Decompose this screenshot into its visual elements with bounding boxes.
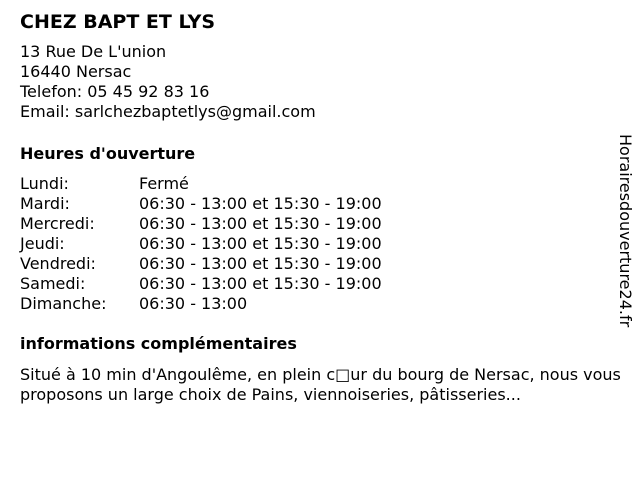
hours-row-tuesday: [20, 194, 382, 214]
opening-hours-table: [20, 174, 382, 314]
hours-row-thursday: [20, 234, 382, 254]
hours-row-saturday: [20, 274, 382, 294]
opening-hours-title: Heures d'ouverture: [20, 144, 196, 163]
additional-info-title: informations complémentaires: [20, 334, 297, 353]
hours-row-sunday: [20, 294, 382, 314]
time-value: 06:30 - 13:00 et 15:30 - 19:00: [139, 194, 382, 213]
hours-row-friday: [20, 254, 382, 274]
time-value: 06:30 - 13:00: [139, 294, 248, 313]
time-value: 06:30 - 13:00 et 15:30 - 19:00: [139, 234, 382, 253]
business-card: [20, 10, 621, 404]
time-value: 06:30 - 13:00 et 15:30 - 19:00: [139, 214, 382, 233]
time-value: Fermé: [139, 174, 189, 193]
day-label: Dimanche:: [20, 294, 107, 313]
email-address: Email: sarlchezbaptetlys@gmail.com: [20, 102, 316, 121]
contact-block: [20, 42, 616, 122]
time-value: 06:30 - 13:00 et 15:30 - 19:00: [139, 254, 382, 273]
hours-row-monday: [20, 174, 382, 194]
day-label: Mercredi:: [20, 214, 95, 233]
street-address: 13 Rue De L'union: [20, 42, 167, 61]
time-value: 06:30 - 13:00 et 15:30 - 19:00: [139, 274, 382, 293]
day-label: Vendredi:: [20, 254, 96, 273]
additional-info-text: Situé à 10 min d'Angoulême, en plein c□ur du bourg de Nersac, nous vous proposons un large choix de Pains, viennoiseries, pâtisseries...: [20, 365, 621, 404]
day-label: Lundi:: [20, 174, 69, 193]
site-watermark: Horairesdouverture24.fr: [616, 134, 635, 328]
day-label: Jeudi:: [20, 234, 65, 253]
phone-number: Telefon: 05 45 92 83 16: [20, 82, 210, 101]
hours-row-wednesday: [20, 214, 382, 234]
city-address: 16440 Nersac: [20, 62, 132, 81]
day-label: Samedi:: [20, 274, 86, 293]
business-name: CHEZ BAPT ET LYS: [20, 11, 216, 33]
day-label: Mardi:: [20, 194, 70, 213]
